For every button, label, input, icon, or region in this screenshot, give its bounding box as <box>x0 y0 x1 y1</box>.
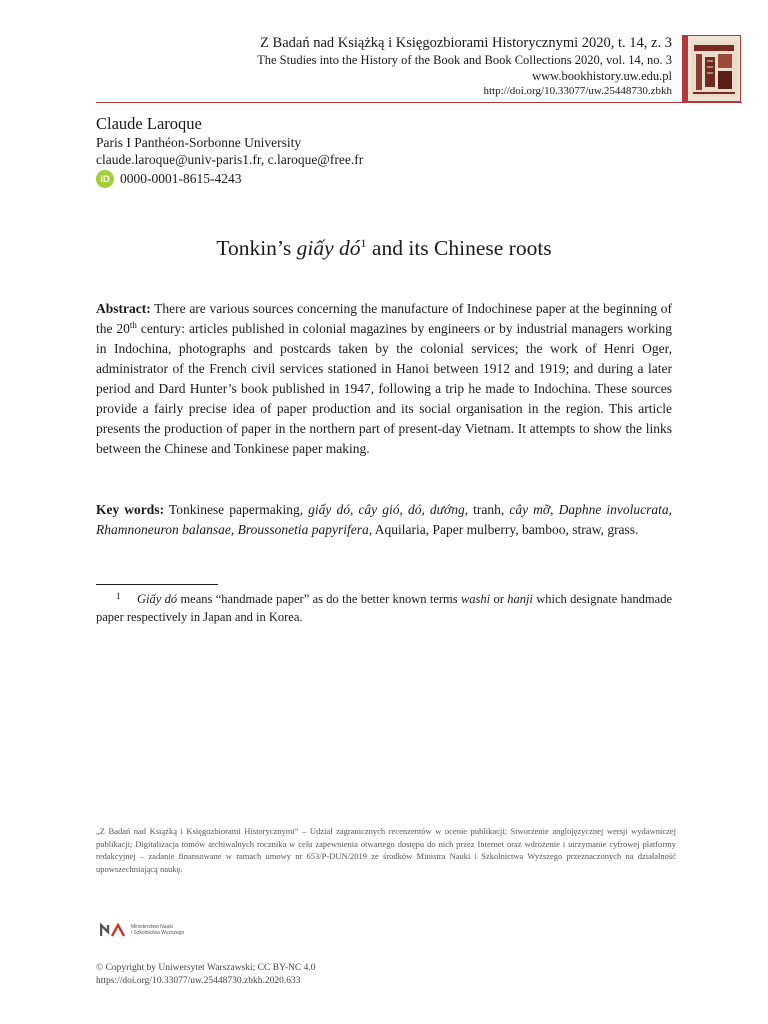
keyword-italic: giấy dó <box>308 502 350 517</box>
footnote-term: Giấy dó <box>137 592 178 606</box>
author-emails[interactable]: claude.laroque@univ-paris1.fr, c.laroque@free.fr <box>96 152 364 167</box>
abstract-text-2: century: articles published in colonial magazines by engineers or by industrial managers working in Indochina, photographs and postcards taken by the colonial services; the work of Henri Oger, administrator of the French civil services stationed in Hanoi between 1912 and 1919; and during a later period and Dard Hunter’s book published in 1947, following a trip he made to Indochina. These sources provide a fairly precise idea of paper production and its social organisation in the region. This article presents the production of paper in the northern part of present-day Vietnam. It attempts to show the links between the Chinese and Tonkinese paper making. <box>96 321 672 456</box>
title-prefix: Tonkin’s <box>216 236 297 260</box>
footnote-text: or <box>490 592 508 606</box>
title-term: giấy dó <box>296 236 361 260</box>
footnote: 1 Giấy dó means “handmade paper” as do the better known terms washi or hanji which designate handmade paper respectively in Japan and in Korea. <box>96 591 672 624</box>
keyword-italic: Rhamnoneuron balansae <box>96 522 231 537</box>
keyword-text: , <box>550 502 559 517</box>
ministry-label-line2: i Szkolnictwa Wyższego <box>131 930 185 936</box>
keyword-text: , <box>421 502 430 517</box>
ministry-label-line1: Ministerstwo Nauki <box>131 924 173 930</box>
journal-header <box>257 34 672 98</box>
abstract-text-1: There are various sources concerning the manufacture of Indochinese paper at the beginning of the 20 <box>96 301 672 336</box>
keywords-label: Key words: <box>96 502 165 517</box>
keyword-text: , Aquilaria, Paper mulberry, bamboo, straw, grass. <box>368 522 639 537</box>
author-affiliation: Paris I Panthéon-Sorbonne University <box>96 135 302 150</box>
abstract <box>96 299 672 459</box>
ministry-emblem-icon <box>100 923 126 937</box>
article-doi-link[interactable]: https://doi.org/10.33077/uw.25448730.zbkh.2020.633 <box>96 976 301 986</box>
ministry-logo <box>100 918 184 942</box>
title-footnote-mark[interactable]: 1 <box>360 236 367 250</box>
journal-website[interactable]: www.bookhistory.uw.edu.pl <box>532 69 672 83</box>
keyword-text: , <box>399 502 408 517</box>
article-title <box>0 234 768 262</box>
footnote-italic: washi <box>460 592 491 606</box>
journal-title-en: The Studies into the History of the Book and Book Collections 2020, vol. 14, no. 3 <box>257 53 672 67</box>
keyword-italic: cây gió <box>358 502 400 517</box>
header-rule <box>96 102 742 103</box>
keyword-italic: dướng <box>429 502 465 517</box>
keyword-italic: Broussonetia papyrifera <box>237 522 369 537</box>
keyword-italic: dó <box>407 502 422 517</box>
footnote-rule <box>96 584 218 585</box>
engraving-illustration <box>691 41 737 97</box>
keyword-text: , <box>230 522 238 537</box>
copyright-line: © Copyright by Uniwersytet Warszawski; CC BY-NC 4.0 <box>96 963 316 973</box>
author-block <box>96 114 363 168</box>
keywords <box>96 500 672 540</box>
author-name: Claude Laroque <box>96 114 202 133</box>
keyword-italic: Daphne involucrata <box>558 502 669 517</box>
footnote-italic: hanji <box>507 592 533 606</box>
orcid-icon: iD <box>96 170 114 188</box>
title-suffix: and its Chinese roots <box>366 236 552 260</box>
abstract-label: Abstract: <box>96 301 151 316</box>
orcid-number[interactable]: 0000-0001-8615-4243 <box>120 171 242 186</box>
copyright-block <box>96 962 316 988</box>
ministry-label <box>131 924 184 936</box>
keyword-italic: cây mỡ <box>509 502 551 517</box>
journal-doi[interactable]: http://doi.org/10.33077/uw.25448730.zbkh <box>483 85 672 97</box>
funding-note: „Z Badań nad Książką i Księgozbiorami Historycznymi” – Udział zagranicznych recenzentów w ocenie publikacji; Stworzenie anglojęzycznej wersji wydawniczej publikacji; Digitalizacja tomów archiwalnych rocznika w celu zapewnienia otwartego dostępu do nich przez Internet oraz wdrożenie i utrzymanie cyfrowej platformy redakcyjnej – zadanie finansowane w ramach umowy nr 653/P-DUN/2019 ze środków Ministra Nauki i Szkolnictwa Wyższego przeznaczonych na działalność upowszechniającą naukę. <box>96 826 676 874</box>
journal-cover-image <box>682 35 741 102</box>
keyword-text: , <box>668 502 673 517</box>
orcid-row[interactable] <box>96 170 242 188</box>
keyword-text: , <box>349 502 359 517</box>
abstract-superscript: th <box>129 320 137 330</box>
keyword-text: Tonkinese papermaking, <box>164 502 309 517</box>
keyword-text: , tranh, <box>464 502 510 517</box>
footnote-text: which designate handmade paper respectively in Japan and in Korea. <box>96 592 672 624</box>
journal-title-pl: Z Badań nad Książką i Księgozbiorami Historycznymi 2020, t. 14, z. 3 <box>260 35 672 51</box>
footnote-text: means “handmade paper” as do the better known terms <box>177 592 461 606</box>
